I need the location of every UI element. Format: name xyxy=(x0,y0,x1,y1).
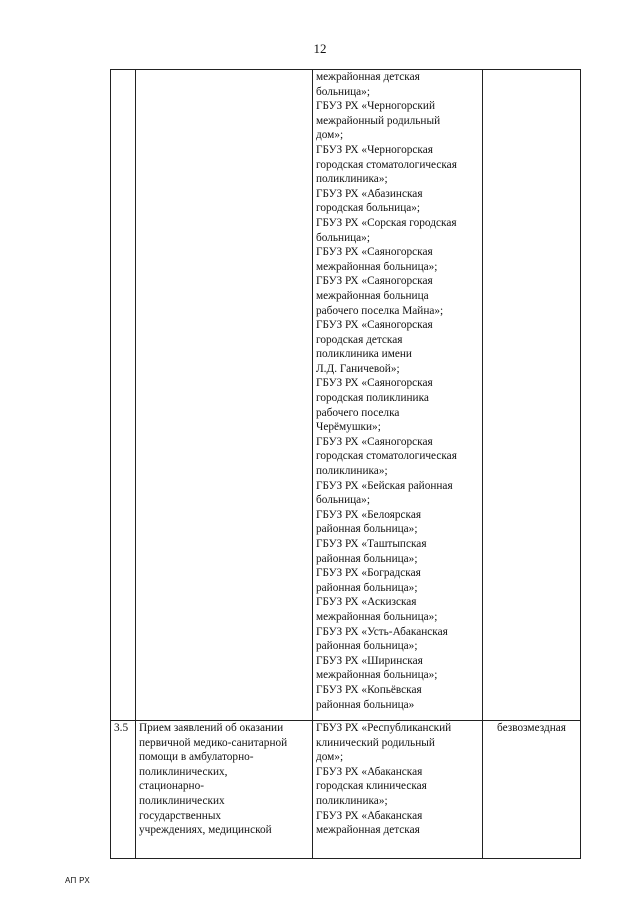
payment-cell xyxy=(483,70,581,721)
text-line: ГБУЗ РХ «Боградская xyxy=(316,567,421,580)
text-line: ГБУЗ РХ «Саяногорская xyxy=(316,319,433,332)
text-line: ГБУЗ РХ «Ширинская xyxy=(316,654,423,667)
text-line: клинический родильный xyxy=(316,736,435,749)
text-line: помощи в амбулаторно- xyxy=(139,751,254,764)
text-line: межрайонная больница»; xyxy=(316,669,438,682)
services-table xyxy=(110,69,581,859)
text-line: дом»; xyxy=(316,751,344,764)
text-line: районная больница»; xyxy=(316,523,418,536)
text-line: ГБУЗ РХ «Саяногорская xyxy=(316,275,433,288)
row-number-cell xyxy=(111,70,136,721)
text-line: ГБУЗ РХ «Белоярская xyxy=(316,508,422,521)
page-number: 12 xyxy=(313,41,327,56)
text-line: первичной медико-санитарной xyxy=(139,736,288,749)
text-line: рабочего поселка xyxy=(316,406,400,419)
text-line: дом»; xyxy=(316,129,344,142)
text-line: межрайонный родильный xyxy=(316,114,441,127)
text-line: городская больница»; xyxy=(316,202,421,215)
text-line: городская детская xyxy=(316,333,403,346)
text-line: ГБУЗ РХ «Бейская районная xyxy=(316,479,453,492)
text-line: ГБУЗ РХ «Абаканская xyxy=(316,765,423,778)
footer-stamp: АП РХ xyxy=(65,876,91,885)
text-line: межрайонная детская xyxy=(316,824,420,837)
payment-cell: безвозмездная xyxy=(483,721,581,859)
text-line: ГБУЗ РХ «Таштыпская xyxy=(316,538,427,550)
text-line: стационарно- xyxy=(139,780,205,793)
text-line: больница»; xyxy=(316,494,370,507)
text-line: районная больница»; xyxy=(316,640,418,653)
text-line: районная больница» xyxy=(316,698,415,711)
text-line: ГБУЗ РХ «Копьёвская xyxy=(316,683,422,696)
text-line: учреждениях, медицинской xyxy=(139,824,272,837)
text-line: поликлинических, xyxy=(139,765,228,778)
text-line: ГБУЗ РХ «Сорская городская xyxy=(316,216,457,229)
text-line: городская стоматологическая xyxy=(316,158,457,171)
text-line: поликлинических xyxy=(139,794,225,807)
table-row xyxy=(111,721,581,859)
text-line: поликлиника»; xyxy=(316,173,388,186)
text-line: ГБУЗ РХ «Абаканская xyxy=(316,809,423,822)
text-line: межрайонная больница xyxy=(316,289,429,302)
text-line: районная больница»; xyxy=(316,581,418,594)
institutions-cell xyxy=(313,70,483,721)
service-cell xyxy=(136,70,313,721)
text-line: ГБУЗ РХ «Саяногорская xyxy=(316,377,433,390)
text-line: рабочего поселка Майна»; xyxy=(316,304,444,317)
row-number-cell: 3.5 xyxy=(111,721,136,859)
text-line: ГБУЗ РХ «Саяногорская xyxy=(316,435,433,448)
text-line: межрайонная больница»; xyxy=(316,610,438,623)
text-line: ГБУЗ РХ «Черногорский xyxy=(316,100,436,113)
text-line: ГБУЗ РХ «Абазинская xyxy=(316,187,423,200)
institutions-cell xyxy=(313,721,483,859)
text-line: государственных xyxy=(139,809,222,822)
text-line: межрайонная детская xyxy=(316,71,420,83)
text-line: ГБУЗ РХ «Аскизская xyxy=(316,596,417,609)
table-row xyxy=(111,70,581,721)
service-cell xyxy=(136,721,313,859)
text-line: районная больница»; xyxy=(316,552,418,565)
text-line: межрайонная больница»; xyxy=(316,260,438,273)
text-line: ГБУЗ РХ «Республиканский xyxy=(316,722,452,734)
text-line: больница»; xyxy=(316,85,370,98)
text-line: городская клиническая xyxy=(316,780,427,793)
text-line: городская стоматологическая xyxy=(316,450,457,463)
text-line: поликлиника имени xyxy=(316,348,412,361)
text-line: Л.Д. Ганичевой»; xyxy=(316,362,400,375)
text-line: больница»; xyxy=(316,231,370,244)
text-line: поликлиника»; xyxy=(316,465,388,478)
text-line: Прием заявлений об оказании xyxy=(139,722,284,734)
text-line: ГБУЗ РХ «Черногорская xyxy=(316,143,433,156)
text-line: городская поликлиника xyxy=(316,392,429,405)
text-line: ГБУЗ РХ «Саяногорская xyxy=(316,246,433,259)
text-line: Черёмушки»; xyxy=(316,421,381,434)
text-line: поликлиника»; xyxy=(316,794,388,807)
text-line: ГБУЗ РХ «Усть-Абаканская xyxy=(316,625,448,638)
